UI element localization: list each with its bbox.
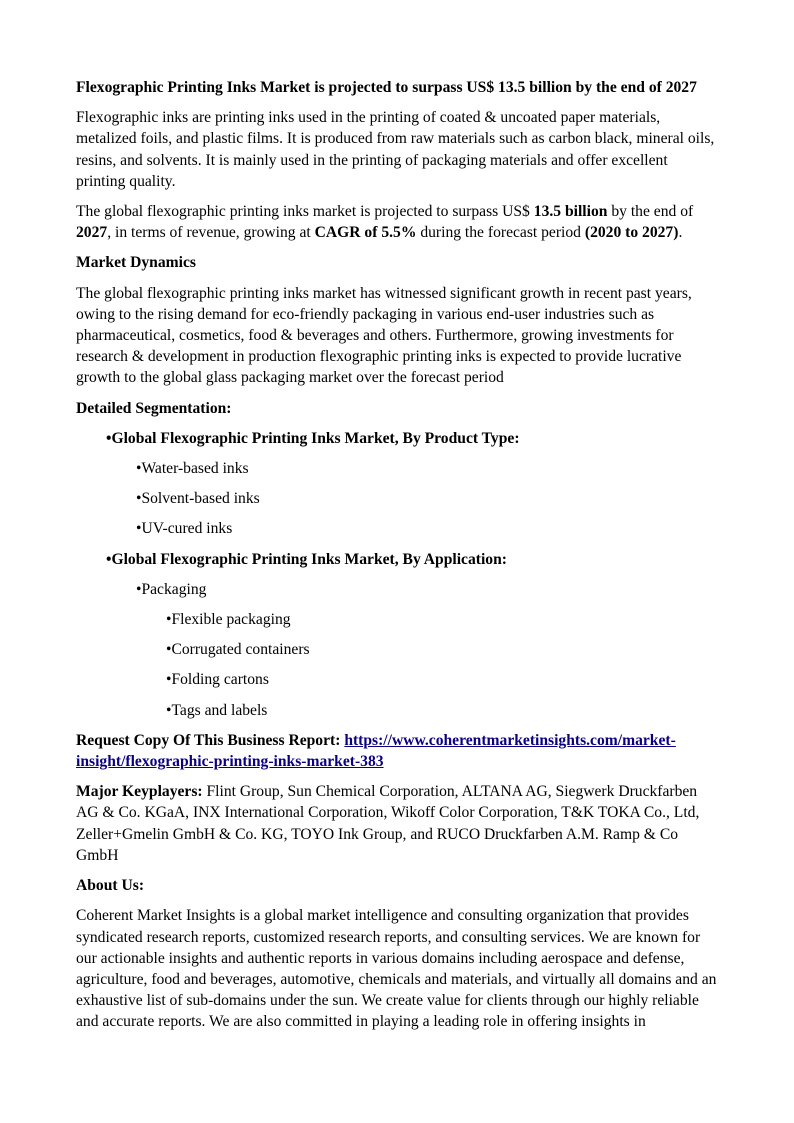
list-item: •Folding cartons bbox=[166, 671, 269, 689]
forecast-text-5: . bbox=[678, 224, 683, 242]
market-dynamics-heading: Market Dynamics bbox=[76, 254, 196, 272]
forecast-year: 2027 bbox=[76, 224, 108, 242]
list-item: •Flexible packaging bbox=[166, 611, 291, 629]
product-type-label: •Global Flexographic Printing Inks Market, By Product Type: bbox=[106, 429, 520, 447]
segmentation-heading: Detailed Segmentation: bbox=[76, 399, 232, 417]
request-copy-label: Request Copy Of This Business Report: bbox=[76, 731, 345, 749]
forecast-text-3: , in terms of revenue, growing at bbox=[107, 224, 315, 242]
packaging-label: •Packaging bbox=[136, 580, 207, 598]
report-link[interactable]: https://www.coherentmarketinsights.com/market-insight/flexographic-printing-inks-market-383 bbox=[76, 731, 676, 771]
keyplayers-text: Flint Group, Sun Chemical Corporation, ALTANA AG, Siegwerk Druckfarben AG & Co. KGaA, INX International Corporation, Wikoff Color Corporation, T&K TOKA Co., Ltd, Zeller+Gmelin GmbH & Co. KG, TOYO Ink Group, and RUCO Druckfarben A.M. Ramp & Co GmbH bbox=[76, 783, 700, 864]
request-copy-paragraph bbox=[76, 730, 718, 772]
keyplayers-label: Major Keyplayers: bbox=[76, 783, 203, 801]
keyplayers-paragraph bbox=[76, 781, 718, 866]
page-title: Flexographic Printing Inks Market is projected to surpass US$ 13.5 billion by the end of 2027 bbox=[76, 79, 697, 96]
about-heading: About Us: bbox=[76, 877, 145, 895]
forecast-cagr: CAGR of 5.5% bbox=[314, 224, 417, 242]
forecast-period: (2020 to 2027) bbox=[584, 224, 679, 242]
list-item: •Water-based inks bbox=[136, 460, 249, 478]
list-item: •Corrugated containers bbox=[166, 641, 310, 659]
market-dynamics-paragraph: The global flexographic printing inks market has witnessed significant growth in recent past years, owing to the rising demand for eco-friendly packaging in various end-user industries such as pharmaceutical, cosmetics, food & beverages and others. Furthermore, growing investments for research & development in production flexographic printing inks is expected to provide lucrative growth to the global glass packaging market over the forecast period bbox=[76, 284, 692, 387]
list-item: •Solvent-based inks bbox=[136, 490, 260, 508]
forecast-value: 13.5 billion bbox=[533, 203, 608, 221]
intro-paragraph: Flexographic inks are printing inks used in the printing of coated & uncoated paper materials, metalized foils, and plastic films. It is produced from raw materials such as carbon black, mineral oils, resins, and solvents. It is mainly used in the printing of packaging materials and offer excellent printing quality. bbox=[76, 109, 715, 190]
forecast-paragraph bbox=[76, 201, 718, 243]
list-item: •UV-cured inks bbox=[136, 520, 233, 538]
forecast-text-1: The global flexographic printing inks market is projected to surpass US$ bbox=[76, 203, 534, 221]
list-item: •Tags and labels bbox=[166, 701, 268, 719]
application-label: •Global Flexographic Printing Inks Market, By Application: bbox=[106, 550, 507, 568]
forecast-text-4: during the forecast period bbox=[416, 224, 585, 242]
forecast-text-2: by the end of bbox=[607, 203, 694, 221]
about-paragraph: Coherent Market Insights is a global market intelligence and consulting organization that provides syndicated research reports, customized research reports, and consulting services. We are known for our actionable insights and authentic reports in various domains including aerospace and defense, agriculture, food and beverages, automotive, chemicals and materials, and virtually all domains and an exhaustive list of sub-domains under the sun. We create value for clients through our highly reliable and accurate reports. We are also committed in playing a leading role in offering insights in bbox=[76, 907, 717, 1031]
